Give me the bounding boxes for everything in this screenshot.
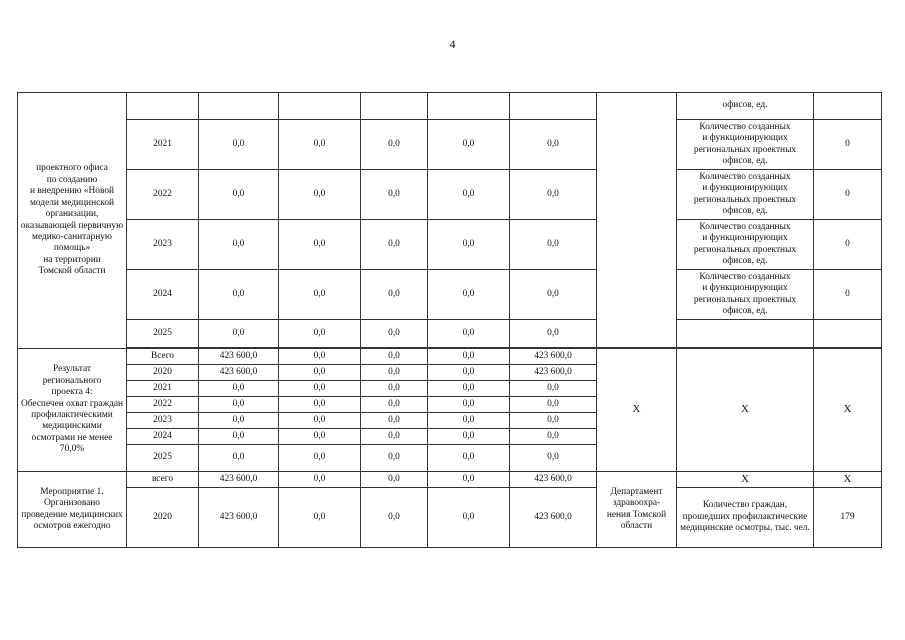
year-cell: 2023 [127, 220, 199, 270]
value-cell: 0,0 [199, 413, 279, 429]
value-cell: 423 600,0 [510, 488, 597, 548]
table-row [18, 488, 882, 548]
value-cell: 0,0 [361, 429, 428, 445]
value-cell [279, 93, 361, 120]
value-cell: 0,0 [279, 413, 361, 429]
value-cell: 0,0 [279, 120, 361, 170]
indicator-cell: Количество граждан, прошедших профилактические медицинские осмотры, тыс. чел. [677, 488, 814, 548]
target-cell: 0 [814, 170, 882, 220]
value-cell [510, 93, 597, 120]
value-cell: 0,0 [428, 488, 510, 548]
value-cell: 0,0 [428, 270, 510, 320]
value-cell: 0,0 [361, 349, 428, 365]
value-cell: 0,0 [279, 381, 361, 397]
value-cell: 0,0 [199, 429, 279, 445]
executor-cell: X [597, 349, 677, 472]
value-cell [428, 93, 510, 120]
table-row [18, 472, 882, 488]
value-cell: 0,0 [510, 397, 597, 413]
value-cell: 0,0 [428, 472, 510, 488]
table-row [18, 320, 882, 348]
value-cell: 0,0 [510, 445, 597, 472]
value-cell: 0,0 [279, 220, 361, 270]
value-cell [199, 93, 279, 120]
target-cell: X [814, 472, 882, 488]
description-cell: проектного офиса по созданию и внедрению «Новой модели медицинской организации, оказывающей первичную медико-санитарную помощь» на территории Томской области [18, 93, 127, 349]
value-cell: 0,0 [199, 220, 279, 270]
value-cell: 0,0 [199, 320, 279, 348]
indicator-cell: X [677, 472, 814, 488]
year-cell: 2021 [127, 120, 199, 170]
year-cell: 2022 [127, 170, 199, 220]
value-cell: 0,0 [428, 397, 510, 413]
value-cell [361, 93, 428, 120]
value-cell: 0,0 [510, 270, 597, 320]
value-cell: 0,0 [361, 170, 428, 220]
value-cell: 0,0 [428, 413, 510, 429]
value-cell: 0,0 [199, 397, 279, 413]
value-cell: 0,0 [279, 445, 361, 472]
value-cell: 0,0 [428, 349, 510, 365]
description-cell: Результат регионального проекта 4: Обеспечен охват граждан профилактическими медицинскими осмотрами не менее 70,0% [18, 349, 127, 472]
year-cell: 2023 [127, 413, 199, 429]
value-cell: 0,0 [428, 381, 510, 397]
value-cell: 423 600,0 [510, 365, 597, 381]
value-cell: 0,0 [199, 120, 279, 170]
year-cell: 2022 [127, 397, 199, 413]
description-cell: Мероприятие 1. Организовано проведение медицинских осмотров ежегодно [18, 472, 127, 548]
indicator-cell: Количество созданных и функционирующих региональных проектных офисов, ед. [677, 220, 814, 270]
year-cell: Всего [127, 349, 199, 365]
value-cell: 0,0 [199, 170, 279, 220]
value-cell: 0,0 [279, 320, 361, 348]
table-row [18, 270, 882, 320]
value-cell: 423 600,0 [199, 488, 279, 548]
value-cell: 0,0 [361, 365, 428, 381]
value-cell: 0,0 [279, 397, 361, 413]
target-cell: 0 [814, 120, 882, 170]
value-cell: 423 600,0 [510, 349, 597, 365]
value-cell: 0,0 [428, 445, 510, 472]
target-cell [814, 320, 882, 348]
value-cell: 0,0 [510, 413, 597, 429]
target-cell: 0 [814, 270, 882, 320]
executor-cell: Департамент здравоохра- нения Томской области [597, 472, 677, 548]
value-cell: 0,0 [510, 320, 597, 348]
value-cell: 0,0 [279, 365, 361, 381]
value-cell: 0,0 [428, 120, 510, 170]
indicator-cell: Количество созданных и функционирующих региональных проектных офисов, ед. [677, 120, 814, 170]
value-cell: 0,0 [510, 381, 597, 397]
year-cell: 2025 [127, 320, 199, 348]
value-cell: 0,0 [428, 320, 510, 348]
year-cell: 2021 [127, 381, 199, 397]
value-cell: 0,0 [199, 445, 279, 472]
executor-cell [597, 93, 677, 348]
table-row [18, 220, 882, 270]
value-cell: 0,0 [199, 270, 279, 320]
value-cell: 0,0 [428, 170, 510, 220]
value-cell: 0,0 [279, 488, 361, 548]
value-cell: 423 600,0 [199, 365, 279, 381]
value-cell: 0,0 [361, 488, 428, 548]
indicator-cell [677, 320, 814, 348]
target-cell: 179 [814, 488, 882, 548]
value-cell: 0,0 [279, 170, 361, 220]
value-cell: 0,0 [199, 381, 279, 397]
value-cell: 0,0 [428, 365, 510, 381]
target-cell: X [814, 349, 882, 472]
indicator-cell: офисов, ед. [677, 93, 814, 120]
value-cell: 0,0 [279, 349, 361, 365]
indicator-cell: Количество созданных и функционирующих региональных проектных офисов, ед. [677, 170, 814, 220]
table-row [18, 120, 882, 170]
year-cell: 2025 [127, 445, 199, 472]
table-row [18, 93, 882, 120]
value-cell: 0,0 [361, 413, 428, 429]
value-cell: 0,0 [361, 220, 428, 270]
value-cell: 0,0 [510, 429, 597, 445]
value-cell: 0,0 [361, 120, 428, 170]
value-cell: 0,0 [279, 429, 361, 445]
table-row [18, 170, 882, 220]
value-cell: 0,0 [361, 381, 428, 397]
year-cell: всего [127, 472, 199, 488]
value-cell: 0,0 [361, 270, 428, 320]
indicator-cell: X [677, 349, 814, 472]
target-cell [814, 93, 882, 120]
value-cell: 0,0 [510, 120, 597, 170]
value-cell: 0,0 [361, 320, 428, 348]
year-cell: 2020 [127, 488, 199, 548]
value-cell: 0,0 [428, 429, 510, 445]
value-cell: 0,0 [279, 270, 361, 320]
value-cell: 0,0 [279, 472, 361, 488]
year-cell: 2024 [127, 270, 199, 320]
value-cell: 0,0 [428, 220, 510, 270]
value-cell: 423 600,0 [199, 349, 279, 365]
value-cell: 0,0 [510, 220, 597, 270]
budget-table [17, 92, 882, 548]
target-cell: 0 [814, 220, 882, 270]
value-cell: 0,0 [361, 445, 428, 472]
page-number: 4 [449, 37, 456, 51]
value-cell: 423 600,0 [199, 472, 279, 488]
value-cell: 423 600,0 [510, 472, 597, 488]
year-cell: 2020 [127, 365, 199, 381]
value-cell: 0,0 [361, 472, 428, 488]
year-cell: 2024 [127, 429, 199, 445]
indicator-cell: Количество созданных и функционирующих региональных проектных офисов, ед. [677, 270, 814, 320]
year-cell [127, 93, 199, 120]
table-row [18, 349, 882, 365]
value-cell: 0,0 [361, 397, 428, 413]
value-cell: 0,0 [510, 170, 597, 220]
